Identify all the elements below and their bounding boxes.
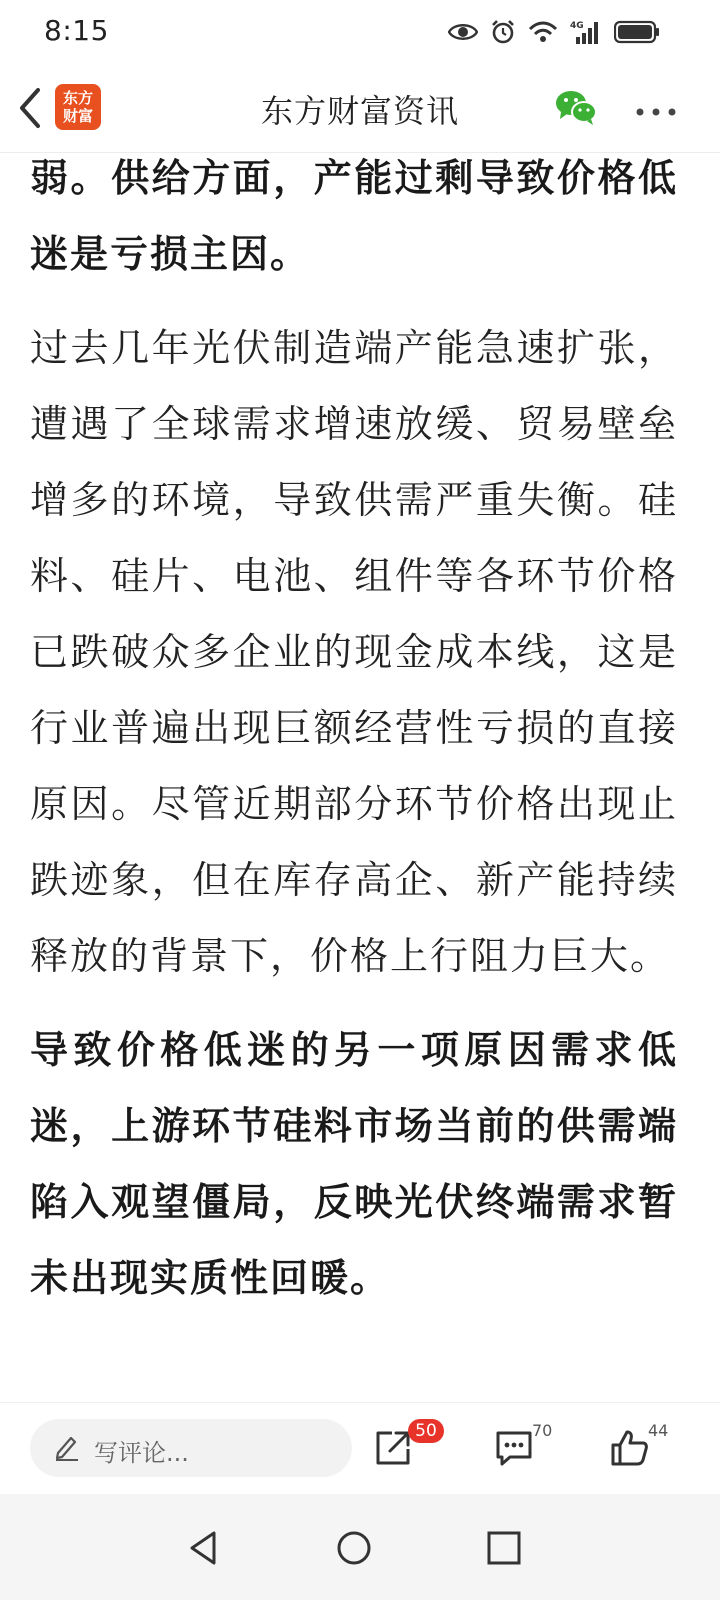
wechat-icon bbox=[555, 88, 597, 126]
more-dots-icon bbox=[636, 107, 676, 117]
nav-home-icon bbox=[334, 1528, 374, 1568]
like-count: 44 bbox=[648, 1421, 669, 1440]
page-title: 东方财富资讯 bbox=[260, 92, 459, 130]
nav-home-button[interactable] bbox=[334, 1528, 374, 1568]
share-badge: 50 bbox=[408, 1419, 444, 1443]
article-paragraph: 导致价格低迷的另一项原因需求低迷，上游环节硅料市场当前的供需端陷入观望僵局，反映光伏终端需求暂未出现实质性回暖。 bbox=[30, 1028, 678, 1300]
logo-line2: 财富 bbox=[62, 107, 93, 125]
alarm-icon bbox=[490, 19, 516, 45]
nav-back-icon bbox=[184, 1528, 224, 1568]
article-body bbox=[30, 152, 678, 1402]
thumbs-up-icon bbox=[610, 1429, 650, 1467]
comment-bar bbox=[0, 1402, 720, 1495]
status-icons bbox=[448, 16, 660, 48]
share-button[interactable] bbox=[374, 1421, 437, 1477]
wifi-icon bbox=[528, 20, 558, 44]
signal-4g-icon bbox=[570, 19, 602, 45]
like-button[interactable] bbox=[610, 1421, 670, 1477]
comment-icon bbox=[494, 1429, 534, 1467]
nav-recent-icon bbox=[484, 1528, 524, 1568]
logo-line1: 东方 bbox=[62, 89, 93, 107]
share-icon bbox=[374, 1429, 412, 1467]
comments-button[interactable] bbox=[494, 1421, 554, 1477]
comment-input[interactable] bbox=[30, 1419, 352, 1477]
more-button[interactable] bbox=[636, 102, 676, 112]
article-paragraph: 过去几年光伏制造端产能急速扩张，遭遇了全球需求增速放缓、贸易壁垒增多的环境，导致供需严重失衡。硅料、硅片、电池、组件等各环节价格已跌破众多企业的现金成本线，这是行业普遍出现巨额经营性亏损的直接原因。尽管近期部分环节价格出现止跌迹象，但在库存高企、新产能持续释放的背景下，价格上行阻力巨大。 bbox=[30, 326, 678, 978]
pen-icon bbox=[54, 1434, 80, 1462]
comment-placeholder: 写评论... bbox=[94, 1439, 189, 1467]
system-nav-bar bbox=[0, 1494, 720, 1600]
comment-count: 70 bbox=[532, 1421, 553, 1440]
nav-recent-button[interactable] bbox=[484, 1528, 524, 1568]
network-label: 4G bbox=[570, 21, 584, 31]
battery-icon bbox=[614, 20, 660, 44]
wechat-share-button[interactable] bbox=[555, 88, 597, 126]
nav-back-button[interactable] bbox=[184, 1528, 224, 1568]
app-header bbox=[0, 64, 720, 153]
eye-icon bbox=[448, 21, 478, 43]
status-bar bbox=[0, 0, 720, 64]
article-paragraph: 弱。供给方面，产能过剩导致价格低迷是亏损主因。 bbox=[30, 156, 678, 276]
status-time: 8:15 bbox=[44, 14, 109, 47]
